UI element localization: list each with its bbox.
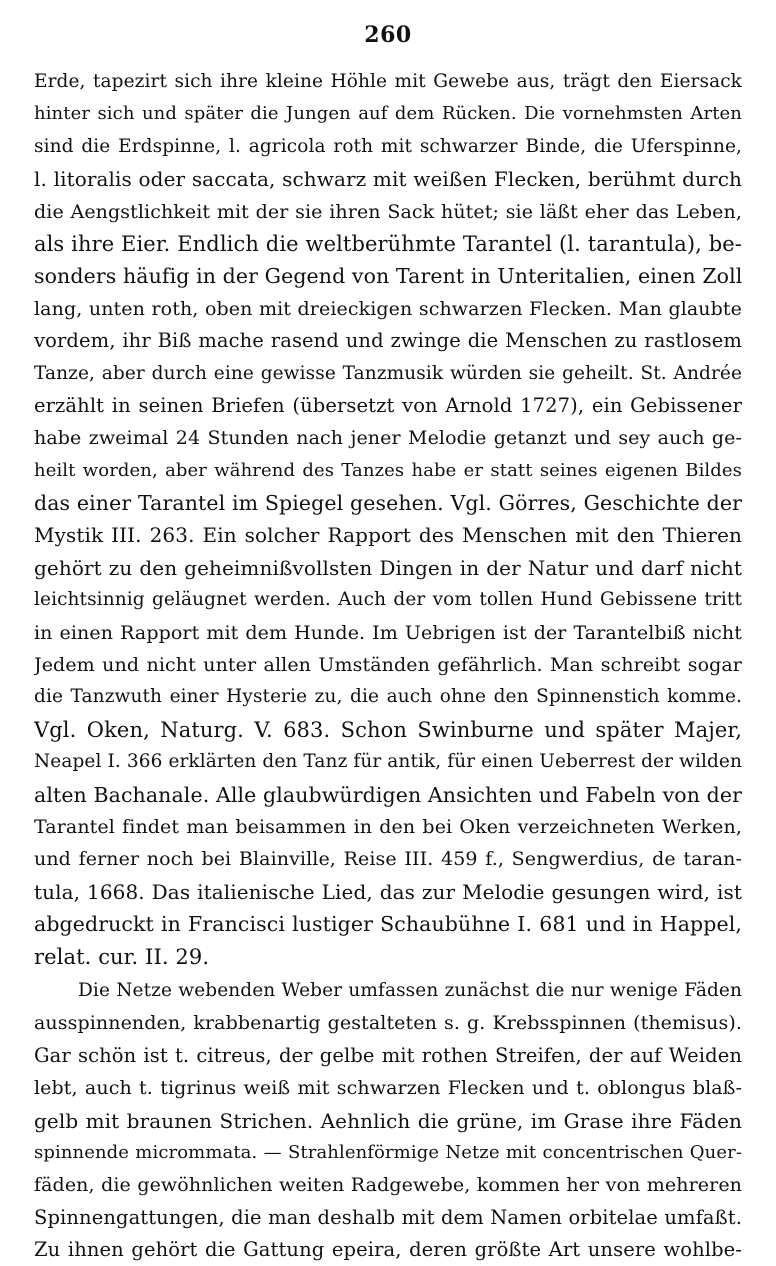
text-line: sonders häufig in der Gegend von Tarent in Unteritalien, einen Zoll	[34, 264, 742, 289]
text-line: hinter sich und später die Jungen auf dem Rücken. Die vornehmsten Arten	[34, 103, 742, 125]
text-line: abgedruckt in Francisci lustiger Schaubühne I. 681 und in Happel,	[34, 912, 742, 937]
text-line: heilt worden, aber während des Tanzes habe er statt seines eigenen Bildes	[34, 459, 742, 481]
text-line: Erde, tapezirt sich ihre kleine Höhle mit Gewebe aus, trägt den Eiersack	[34, 71, 742, 92]
text-line: l. litoralis oder saccata, schwarz mit weißen Flecken, berühmt durch	[34, 167, 742, 192]
text-line: die Tanzwuth einer Hysterie zu, die auch ohne den Spinnenstich komme.	[34, 686, 742, 708]
text-line: vordem, ihr Biß mache rasend und zwinge die Menschen zu rastlosem	[34, 329, 742, 353]
text-line: leichtsinnig geläugnet werden. Auch der vom tollen Hund Gebissene tritt	[34, 589, 742, 611]
text-line: Gar schön ist t. citreus, der gelbe mit rothen Streifen, der auf Weiden	[34, 1043, 742, 1067]
text-line: ausspinnenden, krabbenartig gestalteten s. g. Krebsspinnen (themisus).	[34, 1012, 742, 1035]
text-line: tula, 1668. Das italienische Lied, das zur Melodie gesungen wird, ist	[34, 879, 742, 904]
text-line: das einer Tarantel im Spiegel gesehen. Vgl. Görres, Geschichte der	[34, 491, 742, 516]
text-line: Vgl. Oken, Naturg. V. 683. Schon Swinburne und später Majer,	[34, 717, 742, 742]
text-line: in einen Rapport mit dem Hunde. Im Uebrigen ist der Tarantelbiß nicht	[34, 621, 742, 644]
text-line: Tarantel findet man beisammen in den bei Oken verzeichneten Werken,	[34, 815, 742, 838]
text-line: Neapel I. 366 erklärten den Tanz für antik, für einen Ueberrest der wilden	[34, 751, 742, 773]
text-line: als ihre Eier. Endlich die weltberühmte Tarantel (l. tarantula), be-	[34, 231, 742, 256]
text-line: spinnende micrommata. — Strahlenförmige Netze mit concentrischen Quer-	[34, 1141, 742, 1163]
text-line: Spinnengattungen, die man deshalb mit dem Namen orbitelae umfaßt.	[34, 1205, 742, 1229]
text-line: habe zweimal 24 Stunden nach jener Melodie getanzt und sey auch ge-	[34, 427, 742, 450]
page-number: 260	[364, 22, 412, 48]
text-line: erzählt in seinen Briefen (übersetzt von Arnold 1727), ein Gebissener	[34, 393, 742, 417]
text-line: relat. cur. II. 29.	[34, 944, 210, 969]
text-line: Mystik III. 263. Ein solcher Rapport des Menschen mit den Thieren	[34, 523, 742, 548]
text-line: sind die Erdspinne, l. agricola roth mit schwarzer Binde, die Uferspinne,	[34, 135, 742, 157]
paragraph-1	[34, 66, 742, 973]
text-line: Die Netze webenden Weber umfassen zunächst die nur wenige Fäden	[78, 979, 742, 1001]
text-line: alten Bachanale. Alle glaubwürdigen Ansichten und Fabeln von der	[34, 782, 742, 807]
text-line: gehört zu den geheimnißvollsten Dingen in der Natur und darf nicht	[34, 555, 742, 580]
text-line: Zu ihnen gehört die Gattung epeira, deren größte Art unsere wohlbe-	[34, 1238, 742, 1262]
text-line: und ferner noch bei Blainville, Reise III. 459 f., Sengwerdius, de taran-	[34, 848, 742, 871]
text-line: lebt, auch t. tigrinus weiß mit schwarzen Flecken und t. oblongus blaß-	[34, 1077, 742, 1100]
paragraph-2	[34, 975, 742, 1266]
text-line: Tanze, aber durch eine gewisse Tanzmusik würden sie geheilt. St. Andrée	[34, 362, 742, 384]
text-line: die Aengstlichkeit mit der sie ihren Sack hütet; sie läßt eher das Leben,	[34, 200, 742, 223]
text-line: gelb mit braunen Strichen. Aehnlich die grüne, im Grase ihre Fäden	[34, 1108, 742, 1133]
text-line: fäden, die gewöhnlichen weiten Radgewebe, kommen her von mehreren	[34, 1174, 742, 1197]
text-line: lang, unten roth, oben mit dreieckigen schwarzen Flecken. Man glaubte	[34, 297, 742, 320]
text-line: Jedem und nicht unter allen Umständen gefährlich. Man schreibt sogar	[34, 654, 742, 677]
